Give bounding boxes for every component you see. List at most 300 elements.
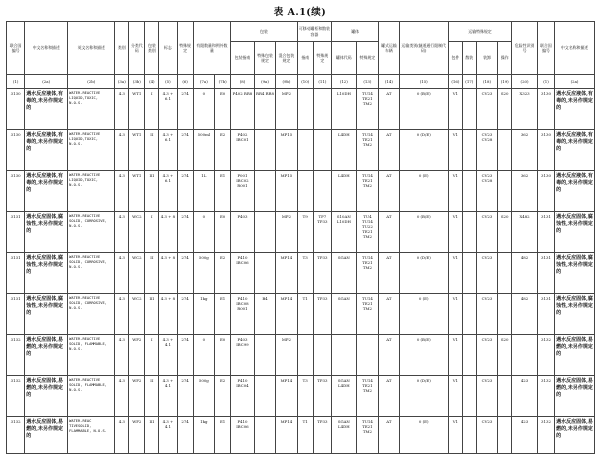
cell-name-en: WATER-REACTIVE LIQUID,TOXIC, N.O.S. (68, 89, 115, 130)
cell-class-code: WF2 (129, 376, 145, 417)
table-row (7, 212, 595, 253)
cell-un-no: 3130 (7, 130, 25, 171)
cell-labels: 4.3 + 4.1 (159, 376, 177, 417)
cell-ts-op (498, 171, 512, 212)
cell-ts-pkg: V1 (448, 89, 462, 130)
hdr-name-en: 英文名称和描述 (68, 22, 115, 75)
cell-pack-special (254, 171, 275, 212)
cell-labels: 4.3 + 6.1 (159, 130, 177, 171)
cell-ts-bulk (462, 294, 476, 335)
cell-labels: 4.3 + 8 (159, 212, 177, 253)
column-number: (10) (297, 75, 313, 89)
hdr-mixed: 混合包装规定 (276, 42, 297, 75)
cell-vehicle: AT (379, 294, 399, 335)
cell-pack-special (254, 335, 275, 376)
cell-excepted-qty: E1 (215, 417, 231, 454)
cell-tank-code (331, 335, 356, 376)
cell-ts-op (498, 417, 512, 454)
cell-pack-inst: P410 IBC06 (231, 417, 255, 454)
cell-tank-code: SGAN (331, 294, 356, 335)
cell-mixed: MP14 (276, 376, 297, 417)
cell-pt-special (313, 130, 331, 171)
cell-pt-inst: T1 (297, 417, 313, 454)
cell-ts-op (498, 253, 512, 294)
cell-name-cn-right: 遇水反应固体,腐蚀性,未另作规定的 (555, 212, 595, 253)
cell-tank-special: TU14 TE21 TM2 (356, 376, 379, 417)
cell-tank-code: SGAN L4DH (331, 417, 356, 454)
cell-ts-pkg: V1 (448, 335, 462, 376)
column-number: (1) (537, 75, 554, 89)
cell-name-cn: 遇水反应液体,有毒的,未另作规定的 (25, 89, 68, 130)
cell-ts-op: S20 (498, 89, 512, 130)
cell-transport-cat: 0 (E) (399, 294, 448, 335)
hdr-ts-bulk: 散装 (462, 42, 476, 75)
cell-pt-inst (297, 335, 313, 376)
cell-pt-special: TP33 (313, 417, 331, 454)
cell-transport-cat: 0 (B/E) (399, 212, 448, 253)
cell-class-code: WF2 (129, 335, 145, 376)
cell-name-en: WATER-REACTIVE LIQUID,TOXIC, N.O.S. (68, 130, 115, 171)
cell-pack-group: III (145, 294, 159, 335)
cell-ts-bulk (462, 253, 476, 294)
cell-pack-group: III (145, 417, 159, 454)
cell-mixed: MP15 (276, 130, 297, 171)
column-number: (6) (177, 75, 193, 89)
cell-vehicle: AT (379, 376, 399, 417)
cell-ts-load: CV23 (476, 212, 497, 253)
cell-pack-special (254, 130, 275, 171)
cell-tank-special: TU14 TE21 TM2 (356, 89, 379, 130)
hdr-transport-cat: 运输类别(隧道通行限制代码) (399, 22, 448, 75)
column-number: (19) (498, 75, 512, 89)
cell-tank-special: TU14 TE21 TM2 (356, 171, 379, 212)
cell-un-no: 3130 (7, 89, 25, 130)
cell-pt-special: TP7 TP33 (313, 212, 331, 253)
table-row (7, 253, 595, 294)
cell-pack-group: I (145, 89, 159, 130)
cell-limited-qty: 1kg (193, 294, 214, 335)
cell-ts-bulk (462, 89, 476, 130)
hdr-name-cn: 中文名称和描述 (25, 22, 68, 75)
cell-tank-code: SGAN L4DH (331, 376, 356, 417)
cell-name-en: WATER-REAC TIVESOLID, FLAMMABLE, N.O.S. (68, 417, 115, 454)
cell-class-code: WC2 (129, 253, 145, 294)
column-number: (2b) (68, 75, 115, 89)
cell-tank-special: TU14 TE21 TM2 (356, 294, 379, 335)
column-number: (7b) (215, 75, 231, 89)
cell-name-cn: 遇水反应液体,有毒的,未另作规定的 (25, 130, 68, 171)
cell-labels: 4.3 + 8 (159, 294, 177, 335)
cell-limited-qty: 500ml (193, 130, 214, 171)
cell-special: 274 (177, 171, 193, 212)
column-number: (3b) (129, 75, 145, 89)
cell-mixed: MP14 (276, 253, 297, 294)
cell-special: 274 (177, 417, 193, 454)
hdr-class-code: 分类代码 (129, 22, 145, 75)
cell-hazard-id: 482 (512, 253, 538, 294)
cell-name-cn: 遇水反应液体,有毒的,未另作规定的 (25, 171, 68, 212)
cell-hazard-id: 482 (512, 294, 538, 335)
cell-class: 4.3 (115, 171, 129, 212)
cell-ts-load: CV23 (476, 417, 497, 454)
cell-un-no-right: 3130 (537, 89, 554, 130)
cell-labels: 4.3 + 4.1 (159, 335, 177, 376)
cell-pt-special (313, 171, 331, 212)
cell-tank-special (356, 335, 379, 376)
table-body (7, 89, 595, 454)
column-number: (13) (356, 75, 379, 89)
cell-name-cn-right: 遇水反应液体,有毒的,未另作规定的 (555, 130, 595, 171)
cell-mixed: MP2 (276, 212, 297, 253)
cell-class: 4.3 (115, 212, 129, 253)
cell-tank-special: TU14 TE21 TM2 (356, 417, 379, 454)
cell-name-cn-right: 遇水反应固体,易燃的,未另作规定的 (555, 417, 595, 454)
cell-limited-qty: 500g (193, 253, 214, 294)
cell-pt-special: TP33 (313, 294, 331, 335)
cell-ts-load: CV23 (476, 294, 497, 335)
cell-mixed: MP2 (276, 335, 297, 376)
cell-class-code: WT1 (129, 89, 145, 130)
cell-limited-qty: 0 (193, 89, 214, 130)
cell-pt-special (313, 335, 331, 376)
cell-pack-group: II (145, 253, 159, 294)
cell-special: 274 (177, 253, 193, 294)
cell-vehicle: AT (379, 130, 399, 171)
cell-name-cn: 遇水反应固体,腐蚀性,未另作规定的 (25, 253, 68, 294)
cell-limited-qty: 0 (193, 212, 214, 253)
cell-pack-special: RR4 RR8 (254, 89, 275, 130)
cell-class: 4.3 (115, 376, 129, 417)
hdr-pt-inst: 指南 (297, 42, 313, 75)
cell-labels: 4.3 + 6.1 (159, 89, 177, 130)
cell-hazard-id: 423 (512, 417, 538, 454)
cell-tank-code: L10DH (331, 89, 356, 130)
cell-ts-load: CV23 CV28 (476, 171, 497, 212)
table-row (7, 294, 595, 335)
column-number: (2a) (555, 75, 595, 89)
table-row (7, 171, 595, 212)
cell-ts-load: CV23 CV28 (476, 130, 497, 171)
cell-tank-code: SGAN (331, 253, 356, 294)
cell-ts-pkg: V1 (448, 294, 462, 335)
cell-mixed: MP14 (276, 417, 297, 454)
column-number: (20) (512, 75, 538, 89)
cell-name-cn: 遇水反应固体,腐蚀性,未另作规定的 (25, 294, 68, 335)
cell-pt-inst: T3 (297, 253, 313, 294)
cell-special: 274 (177, 376, 193, 417)
cell-name-cn: 遇水反应固体,易燃的,未另作规定的 (25, 417, 68, 454)
cell-un-no: 3131 (7, 212, 25, 253)
column-number: (12) (331, 75, 356, 89)
hdr-pack-inst: 包装指南 (231, 42, 255, 75)
cell-ts-op (498, 130, 512, 171)
cell-pack-special: B4 (254, 294, 275, 335)
cell-class: 4.3 (115, 294, 129, 335)
cell-labels: 4.3 + 6.1 (159, 171, 177, 212)
cell-un-no: 3132 (7, 417, 25, 454)
cell-transport-cat: 0 (D/E) (399, 130, 448, 171)
cell-pack-inst: P402 RR8 (231, 89, 255, 130)
cell-pack-inst: P001 IBC02 R001 (231, 171, 255, 212)
cell-un-no: 3131 (7, 253, 25, 294)
cell-class-code: WC2 (129, 212, 145, 253)
cell-special: 274 (177, 89, 193, 130)
cell-un-no: 3132 (7, 376, 25, 417)
column-number: (17) (462, 75, 476, 89)
column-number: (11) (313, 75, 331, 89)
cell-pt-inst: T3 (297, 376, 313, 417)
hdr-ts-load: 装卸 (476, 42, 497, 75)
cell-hazard-id (512, 335, 538, 376)
cell-name-en: WATER-REACTIVE SOLID, CORROSIVE, N.O.S. (68, 212, 115, 253)
cell-tank-special: TU14 TE21 TM2 (356, 130, 379, 171)
cell-excepted-qty: E1 (215, 294, 231, 335)
cell-name-en: WATER-REACTIVE SOLID, FLAMMABLE, N.O.S. (68, 376, 115, 417)
cell-pt-inst (297, 89, 313, 130)
cell-mixed: MP14 (276, 294, 297, 335)
cell-ts-load: CV23 (476, 253, 497, 294)
cell-pt-special (313, 89, 331, 130)
cell-ts-pkg: V1 (448, 171, 462, 212)
cell-excepted-qty: E0 (215, 212, 231, 253)
cell-hazard-id: 362 (512, 171, 538, 212)
cell-pack-group: II (145, 130, 159, 171)
cell-vehicle: AT (379, 335, 399, 376)
cell-ts-op (498, 294, 512, 335)
column-number: (5) (159, 75, 177, 89)
table-row (7, 417, 595, 454)
cell-pack-special (254, 212, 275, 253)
cell-ts-load: CV23 (476, 89, 497, 130)
cell-special: 274 (177, 335, 193, 376)
cell-ts-pkg: V1 (448, 417, 462, 454)
cell-excepted-qty: E0 (215, 335, 231, 376)
cell-limited-qty: 1kg (193, 417, 214, 454)
cell-ts-op (498, 376, 512, 417)
cell-special: 274 (177, 294, 193, 335)
cell-tank-special: TU4 TU14 TU22 TE21 TM2 (356, 212, 379, 253)
cell-name-en: WATER-REACTIVE SOLID, CORROSIVE, N.O.S. (68, 294, 115, 335)
cell-limited-qty: 0 (193, 335, 214, 376)
column-number: (3a) (115, 75, 129, 89)
table-row (7, 376, 595, 417)
cell-ts-pkg: V1 (448, 376, 462, 417)
cell-un-no-right: 3130 (537, 171, 554, 212)
cell-ts-bulk (462, 212, 476, 253)
cell-ts-bulk (462, 417, 476, 454)
cell-transport-cat: 0 (E) (399, 417, 448, 454)
cell-pack-group: I (145, 335, 159, 376)
hdr-tank-special: 特殊规定 (356, 42, 379, 75)
cell-tank-code: L4DH (331, 171, 356, 212)
cell-transport-cat: 0 (E) (399, 171, 448, 212)
hdr-limited: 有限数量和例外数量 (193, 22, 231, 75)
table-title: 表 A.1(续) (273, 7, 327, 18)
cell-vehicle: AT (379, 417, 399, 454)
cell-ts-load: CV23 (476, 335, 497, 376)
column-number: (2a) (25, 75, 68, 89)
cell-vehicle: AT (379, 89, 399, 130)
cell-mixed: MP15 (276, 171, 297, 212)
table-row (7, 89, 595, 130)
cell-hazard-id: 362 (512, 130, 538, 171)
column-number: (16) (448, 75, 462, 89)
cell-class-code: WC2 (129, 294, 145, 335)
hdr-hazard-id: 危险性识别号 (512, 22, 538, 75)
cell-transport-cat: 0 (B/E) (399, 335, 448, 376)
cell-class: 4.3 (115, 417, 129, 454)
cell-pack-group: I (145, 212, 159, 253)
cell-name-cn: 遇水反应固体,腐蚀性,未另作规定的 (25, 212, 68, 253)
cell-ts-op: S20 (498, 335, 512, 376)
cell-excepted-qty: E2 (215, 130, 231, 171)
cell-pack-special (254, 253, 275, 294)
cell-un-no-right: 3130 (537, 130, 554, 171)
column-number: (4) (145, 75, 159, 89)
cell-name-en: WATER-REACTIVE LIQUID,TOXIC, N.O.S. (68, 171, 115, 212)
cell-special: 274 (177, 212, 193, 253)
hdr-vehicle: 罐式运输车辆 (379, 22, 399, 75)
cell-tank-code: S10AN L10DH (331, 212, 356, 253)
cell-name-cn-right: 遇水反应固体,易燃的,未另作规定的 (555, 335, 595, 376)
cell-special: 274 (177, 130, 193, 171)
table-row (7, 335, 595, 376)
cell-name-cn-right: 遇水反应液体,有毒的,未另作规定的 (555, 89, 595, 130)
cell-un-no-right: 3131 (537, 294, 554, 335)
cell-hazard-id: 423 (512, 376, 538, 417)
column-number: (15) (399, 75, 448, 89)
cell-un-no: 3132 (7, 335, 25, 376)
cell-un-no-right: 3131 (537, 212, 554, 253)
cell-name-cn: 遇水反应固体,易燃的,未另作规定的 (25, 335, 68, 376)
cell-pack-inst: P410 IBC06 (231, 253, 255, 294)
column-number: (7a) (193, 75, 214, 89)
cell-ts-load: CV23 (476, 376, 497, 417)
hdr-pack-special: 特殊包装规定 (254, 42, 275, 75)
hdr-ts-pkg: 包件 (448, 42, 462, 75)
column-number: (18) (476, 75, 497, 89)
hdr-un-no: 联合国编号 (7, 22, 25, 75)
cell-un-no-right: 3132 (537, 335, 554, 376)
hdr-labels: 标志 (159, 22, 177, 75)
cell-class: 4.3 (115, 335, 129, 376)
column-number: (1) (7, 75, 25, 89)
dangerous-goods-table (6, 21, 595, 454)
hdr-portable-tank: 可移动罐柜和散装容器 (297, 22, 331, 42)
cell-name-cn: 遇水反应固体,易燃的,未另作规定的 (25, 376, 68, 417)
cell-pt-special: TP33 (313, 376, 331, 417)
cell-class-code: WT1 (129, 171, 145, 212)
cell-tank-special: TU14 TE21 TM2 (356, 253, 379, 294)
cell-pack-special (254, 376, 275, 417)
cell-name-en: WATER-REACTIVE SOLID, FLAMMABLE, N.O.S. (68, 335, 115, 376)
cell-labels: 4.3 + 8 (159, 253, 177, 294)
cell-class: 4.3 (115, 130, 129, 171)
cell-ts-pkg: V1 (448, 212, 462, 253)
cell-name-en: WATER-REACTIVE SOLID, CORROSIVE, N.O.S. (68, 253, 115, 294)
cell-limited-qty: 500g (193, 376, 214, 417)
cell-mixed: MP2 (276, 89, 297, 130)
cell-pack-inst: P403 IBC99 (231, 335, 255, 376)
cell-excepted-qty: E2 (215, 253, 231, 294)
cell-vehicle: AT (379, 253, 399, 294)
cell-limited-qty: 1L (193, 171, 214, 212)
cell-class: 4.3 (115, 253, 129, 294)
cell-pt-special: TP33 (313, 253, 331, 294)
cell-pack-inst: P410 IBC08 R001 (231, 294, 255, 335)
cell-class: 4.3 (115, 89, 129, 130)
cell-ts-pkg: V1 (448, 253, 462, 294)
cell-un-no-right: 3132 (537, 417, 554, 454)
cell-tank-code: L4DH (331, 130, 356, 171)
cell-name-cn-right: 遇水反应固体,腐蚀性,未另作规定的 (555, 253, 595, 294)
hdr-tank: 罐体 (331, 22, 378, 42)
cell-ts-op: S20 (498, 212, 512, 253)
hdr-packaging: 包装 (231, 22, 298, 42)
hdr-un-no-right: 联合国编号 (537, 22, 554, 75)
cell-class-code: WF2 (129, 417, 145, 454)
cell-name-cn-right: 遇水反应固体,腐蚀性,未另作规定的 (555, 294, 595, 335)
cell-ts-bulk (462, 171, 476, 212)
cell-un-no: 3131 (7, 294, 25, 335)
cell-un-no-right: 3132 (537, 376, 554, 417)
hdr-transport-special: 运输特殊规定 (448, 22, 511, 42)
cell-pack-inst: P402 IBC01 (231, 130, 255, 171)
cell-ts-bulk (462, 130, 476, 171)
column-number: (8) (231, 75, 255, 89)
cell-excepted-qty: E0 (215, 89, 231, 130)
cell-excepted-qty: E2 (215, 376, 231, 417)
column-number: (14) (379, 75, 399, 89)
column-number: (9b) (276, 75, 297, 89)
cell-pack-group: III (145, 171, 159, 212)
cell-pack-inst: P403 (231, 212, 255, 253)
cell-ts-bulk (462, 376, 476, 417)
header-row-1 (7, 22, 595, 42)
cell-ts-pkg: V1 (448, 130, 462, 171)
cell-pt-inst: T1 (297, 294, 313, 335)
cell-pt-inst (297, 171, 313, 212)
cell-un-no: 3130 (7, 171, 25, 212)
hdr-ts-op: 操作 (498, 42, 512, 75)
cell-name-cn-right: 遇水反应液体,有毒的,未另作规定的 (555, 171, 595, 212)
cell-pack-group: II (145, 376, 159, 417)
cell-pt-inst: T9 (297, 212, 313, 253)
cell-vehicle: AT (379, 212, 399, 253)
column-number-row (7, 75, 595, 89)
table-row (7, 130, 595, 171)
cell-pack-inst: P410 IBC04 (231, 376, 255, 417)
hdr-class: 类别 (115, 22, 129, 75)
cell-transport-cat: 0 (B/E) (399, 89, 448, 130)
cell-name-cn-right: 遇水反应固体,易燃的,未另作规定的 (555, 376, 595, 417)
cell-ts-bulk (462, 335, 476, 376)
hdr-special: 特殊规定 (177, 22, 193, 75)
cell-labels: 4.3 + 4.1 (159, 417, 177, 454)
cell-excepted-qty: E1 (215, 171, 231, 212)
hdr-pack-group: 包装类别 (145, 22, 159, 75)
cell-transport-cat: 0 (D/E) (399, 253, 448, 294)
cell-class-code: WT1 (129, 130, 145, 171)
column-number: (9a) (254, 75, 275, 89)
cell-pack-special (254, 417, 275, 454)
cell-transport-cat: 0 (D/E) (399, 376, 448, 417)
cell-hazard-id: X323 (512, 89, 538, 130)
hdr-tank-code: 罐体代码 (331, 42, 356, 75)
cell-hazard-id: X482 (512, 212, 538, 253)
cell-vehicle: AT (379, 171, 399, 212)
hdr-name-cn-right: 中文名称和描述 (555, 22, 595, 75)
